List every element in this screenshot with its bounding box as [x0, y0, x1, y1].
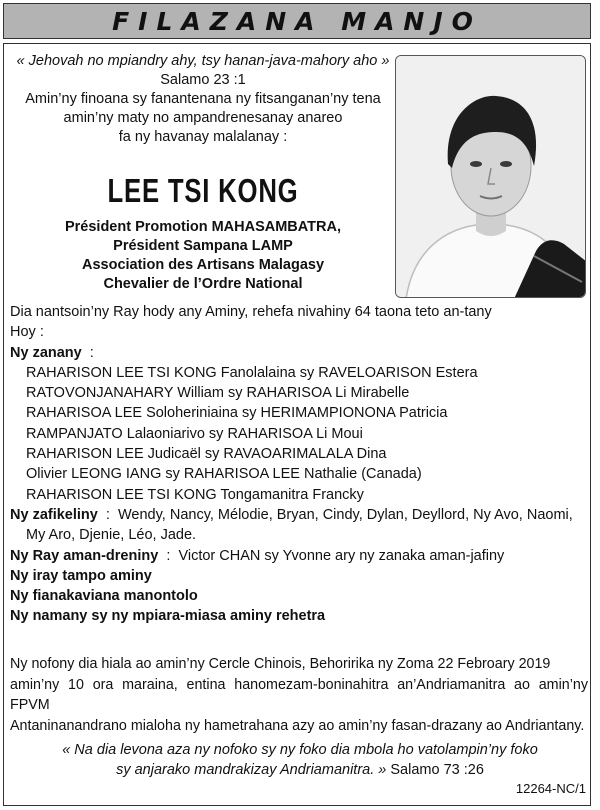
- closing-quote-line: sy anjarako mandrakizay Andriamanitra. »: [116, 762, 387, 778]
- child-entry: RAHARISOA LEE Soloheriniaina sy HERIMAMPIONONA Patricia: [26, 405, 448, 422]
- notice-banner: [3, 3, 591, 39]
- child-entry: RATOVONJANAHARY William sy RAHARISOA Li Mirabelle: [26, 385, 410, 402]
- reference-code: 12264-NC/1: [515, 781, 586, 796]
- child-entry: RAHARISON LEE TSI KONG Fanolalaina sy RAVELOARISON Estera: [26, 364, 478, 381]
- deceased-name: LEE TSI KONG: [107, 172, 299, 209]
- intro-line-2: amin’ny maty no ampandrenesanay anareo: [63, 110, 343, 126]
- grandchildren-list: Wendy, Nancy, Mélodie, Bryan, Cindy, Dylan, Deyllord, Ny Avo, Naomi,: [118, 506, 573, 523]
- funeral-line: Antaninanandrano mialoha ny hametrahana azy ao amin’ny fasan-drazany ao Andriantany.: [10, 717, 585, 734]
- closing-quote: [10, 740, 590, 780]
- header-block: [8, 52, 398, 147]
- parents-in-law-label: Ny Ray aman-dreniny: [10, 547, 159, 564]
- child-entry: Olivier LEONG IANG sy RAHARISOA LEE Nathalie (Canada): [26, 466, 422, 483]
- funeral-line: Ny nofony dia hiala ao amin’ny Cercle Chinois, Behoririka ny Zoma 22 Febroary 2019: [10, 656, 551, 672]
- title-line: Association des Artisans Malagasy: [81, 257, 325, 273]
- opening-quote-ref: Salamo 23 :1: [160, 72, 246, 88]
- child-entry: RAHARISON LEE Judicaël sy RAVAOARIMALALA Dina: [26, 446, 387, 463]
- title-line: Président Promotion MAHASAMBATRA,: [64, 219, 342, 235]
- family-line: Ny namany sy ny mpiara-miasa aminy rehetra: [10, 608, 326, 625]
- closing-quote-line: « Na dia levona aza ny nofoko sy ny foko dia mbola ho vatolampin’ny foko: [62, 742, 538, 758]
- closing-quote-ref: Salamo 73 :26: [390, 762, 484, 778]
- family-line: Ny iray tampo aminy: [10, 567, 152, 584]
- portrait-photo: [395, 55, 586, 298]
- child-entry: RAHARISON LEE TSI KONG Tongamanitra Francky: [26, 486, 364, 503]
- notice-body: Dia nantsoin’ny Ray hody any Aminy, rehefa nivahiny 64 taona teto an-tany Hoy : Ny zanany : RAHARISON LEE TSI KONG Fanolalaina sy RAVELOARISON Estera RATOVONJANAHARY William sy RAHARISOA Li Mirabelle RAHARISOA LEE Soloheriniaina sy HERIMAMPIONONA Patricia RAMPANJATO Lalaoniarivo sy RAHARISOA Li Moui RAHARISON LEE Judicaël sy RAVAOARIMALALA Dina Olivier LEONG IANG sy RAHARISOA LEE Nathalie (Canada) RAHARISON LEE TSI KONG Tongamanitra Francky Ny zafikeliny : Wendy, Nancy, Mélodie, Bryan, Cindy, Dylan, Deyllord, Ny Avo, Naomi, My Aro, Djenie, Léo, Jade. Ny Ray aman-dreniny : Victor CHAN sy Yvonne ary ny zanaka aman-jafiny Ny iray tampo aminy Ny fianakaviana manontolo Ny namany sy ny mpiara-miasa aminy rehetra: [10, 302, 590, 627]
- grandchildren-list-continued: My Aro, Djenie, Léo, Jade.: [26, 527, 197, 544]
- title-line: Chevalier de l’Ordre National: [103, 276, 303, 292]
- death-notice: Dia nantsoin’ny Ray hody any Aminy, rehefa nivahiny 64 taona teto an-tany: [10, 304, 492, 320]
- funeral-details: [10, 654, 588, 736]
- opening-quote: « Jehovah no mpiandry ahy, tsy hanan-java-mahory aho »: [16, 53, 390, 69]
- children-label: Ny zanany: [10, 344, 82, 361]
- notice-banner-title: FILAZANA MANJO: [112, 6, 482, 36]
- family-line: Ny fianakaviana manontolo: [10, 588, 198, 605]
- intro-line-3: fa ny havanay malalanay :: [118, 129, 288, 145]
- hoy-label: Hoy :: [10, 324, 44, 341]
- title-line: Président Sampana LAMP: [113, 238, 293, 254]
- grandchildren-label: Ny zafikeliny: [10, 506, 98, 523]
- titles-block: [8, 218, 398, 294]
- parents-in-law: Victor CHAN sy Yvonne ary ny zanaka aman-jafiny: [178, 547, 505, 564]
- funeral-line: amin’ny 10 ora maraina, entina hanomezam-boninahitra an’Andriamanitra ao amin’ny FPVM: [10, 676, 588, 713]
- intro-line-1: Amin’ny finoana sy fanantenana ny fitsanganan’ny tena: [25, 91, 381, 107]
- child-entry: RAMPANJATO Lalaoniarivo sy RAHARISOA Li Moui: [26, 425, 363, 442]
